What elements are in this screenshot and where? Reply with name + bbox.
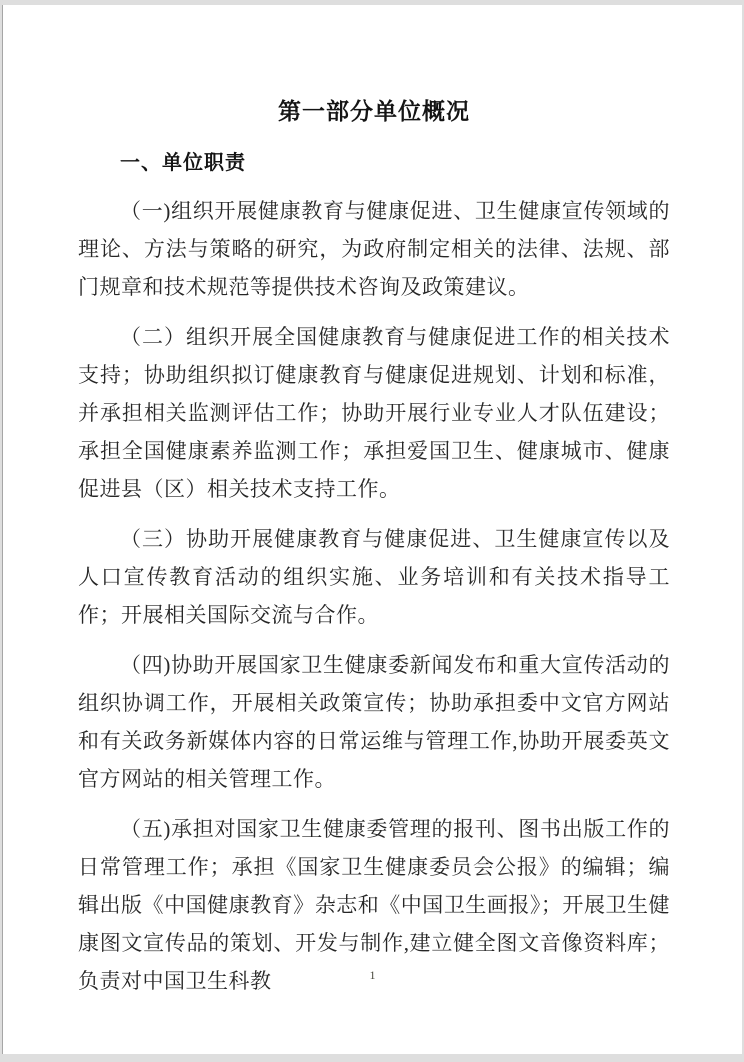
- document-body: [78, 192, 670, 1000]
- document-title: 第一部分单位概况: [278, 98, 470, 124]
- paragraph-4: （四)协助开展国家卫生健康委新闻发布和重大宣传活动的组织协调工作，开展相关政策宣传；协助承担委中文官方网站和有关政务新媒体内容的日常运维与管理工作,协助开展委英文官方网站的相关管理工作。: [78, 653, 670, 791]
- document-page: [2, 5, 742, 1054]
- paragraph-3: （三）协助开展健康教育与健康促进、卫生健康宣传以及人口宣传教育活动的组织实施、业务培训和有关技术指导工作；开展相关国际交流与合作。: [78, 527, 670, 627]
- paragraph-2: （二）组织开展全国健康教育与健康促进工作的相关技术支持；协助组织拟订健康教育与健康促进规划、计划和标准，并承担相关监测评估工作；协助开展行业专业人才队伍建设；承担全国健康素养监测工作；承担爱国卫生、健康城市、健康促进县（区）相关技术支持工作。: [78, 325, 670, 501]
- section-heading: 一、单位职责: [120, 152, 246, 174]
- paragraph-5: （五)承担对国家卫生健康委管理的报刊、图书出版工作的日常管理工作；承担《国家卫生健康委员会公报》的编辑；编辑出版《中国健康教育》杂志和《中国卫生画报》；开展卫生健康图文宣传品的策划、开发与制作,建立健全图文音像资料库；负责对中国卫生科教: [78, 817, 670, 993]
- page-number: 1: [369, 968, 376, 982]
- paragraph-1: （一)组织开展健康教育与健康促进、卫生健康宣传领域的理论、方法与策略的研究，为政府制定相关的法律、法规、部门规章和技术规范等提供技术咨询及政策建议。: [78, 199, 670, 299]
- document-content: [3, 5, 742, 1000]
